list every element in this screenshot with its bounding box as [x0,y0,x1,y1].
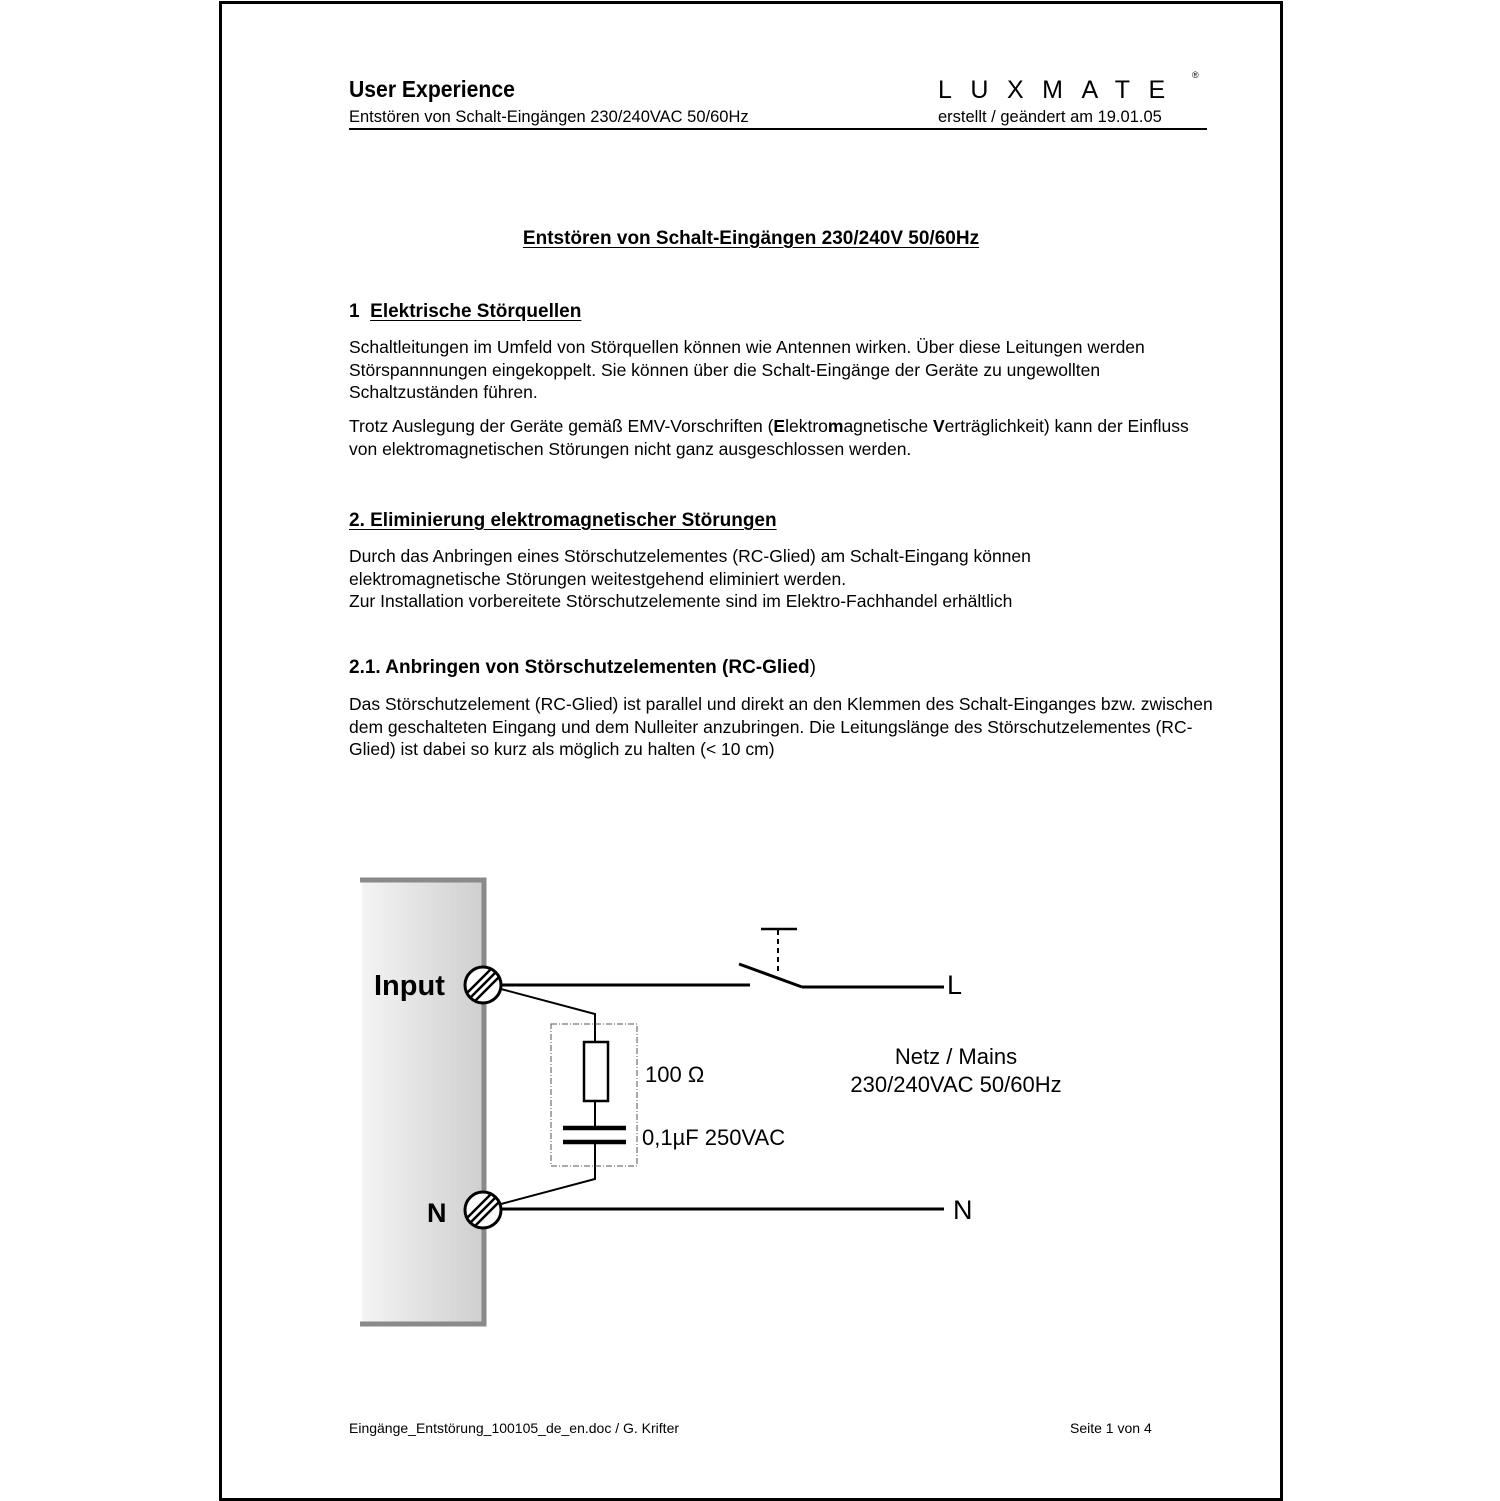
section2-line-1: Durch das Anbringen eines Störschutzelementes (RC-Glied) am Schalt-Eingang können [349,546,1031,566]
section1-paragraph-1: Schaltleitungen im Umfeld von Störquellen können wie Antennen wirken. Über diese Leitungen werden Störspannnungen eingekoppelt. Sie können über die Schalt-Eingänge der Geräte zu ungewollten Schaltzuständen führen. [349,337,1145,402]
input-label: Input [374,970,445,1002]
resistor-icon [584,1042,608,1101]
footer-page-number: Seite 1 von 4 [1070,1420,1152,1436]
section2-line-2: elektromagnetische Störungen weitestgehend eliminiert werden. [349,568,847,589]
document-title-text: Entstören von Schalt-Eingängen 230/240V 50/60Hz [522,228,980,249]
section1-heading-text: Elektrische Störquellen [370,301,582,322]
footer-filename: Eingänge_Entstörung_100105_de_en.doc / G. Krifter [349,1420,680,1436]
luxmate-logo: LUXMATE [938,76,1184,104]
section21-paragraph: Das Störschutzelement (RC-Glied) ist parallel und direkt an den Klemmen des Schalt-Einganges bzw. zwischen dem geschalteten Eingang und dem Nulleiter anzubringen. Die Leitungslänge des Störschutzelementes (RC-Glied) ist dabei so kurz als möglich zu halten (< 10 cm) [349,694,1213,759]
header-title: User Experience [349,76,515,102]
rc-branch-bottom [501,1142,595,1204]
document-page [219,1,1283,1501]
section21-heading-text: 2.1. Anbringen von Störschutzelementen (RC-Glied [349,657,810,678]
registered-mark: ® [1192,70,1199,80]
neutral-line-label: N [953,1195,973,1225]
mains-label-2: 230/240VAC 50/60Hz [850,1072,1062,1097]
rc-circuit-diagram [222,4,1280,1498]
section2-line-3: Zur Installation vorbereitete Störschutzelemente sind im Elektro-Fachhandel erhältlich [349,591,1013,611]
live-label: L [947,970,963,1000]
rc-branch-top [501,989,595,1042]
resistor-label: 100 Ω [645,1062,705,1087]
neutral-terminal-label: N [427,1198,447,1228]
header-subtitle: Entstören von Schalt-Eingängen 230/240VAC 50/60Hz [349,108,749,126]
neutral-terminal-icon [465,1192,501,1228]
section1-paragraph-2: Trotz Auslegung der Geräte gemäß EMV-Vorschriften (Elektromagnetische Verträglichkeit) kann der Einfluss von elektromagnetischen Störungen nicht ganz ausgeschlossen werden. [349,416,1189,459]
mains-label-1: Netz / Mains [894,1044,1018,1069]
device-panel [362,880,483,1323]
section1-number: 1 [349,301,360,322]
section2-heading-text: 2. Eliminierung elektromagnetischer Störungen [349,510,777,531]
capacitor-label: 0,1µF 250VAC [642,1125,786,1150]
header-date: erstellt / geändert am 19.01.05 [938,108,1162,126]
section21-heading: 2.1. Anbringen von Störschutzelementen (RC-Glied) [349,657,816,678]
input-terminal-icon [465,967,501,1003]
